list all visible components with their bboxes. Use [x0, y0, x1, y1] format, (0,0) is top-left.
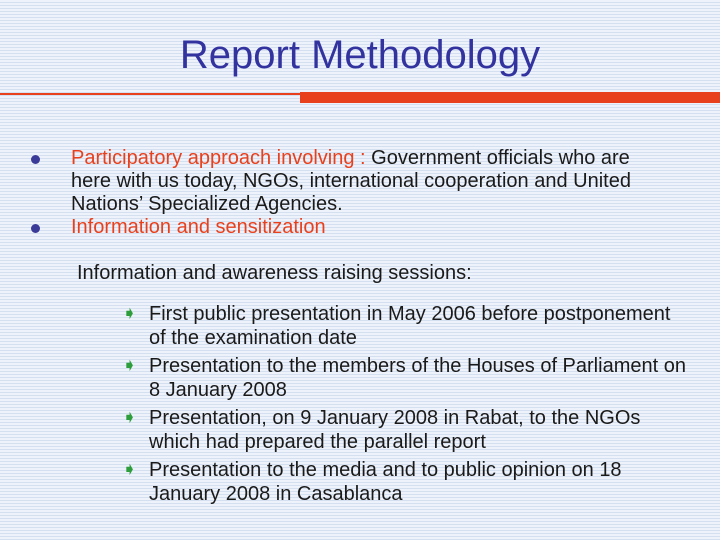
sessions-list	[0, 302, 720, 510]
bullet-lead-text: Participatory approach involving :	[71, 147, 366, 169]
session-item-text: Presentation, on 9 January 2008 in Rabat, to the NGOs which had prepared the parallel report	[149, 407, 641, 453]
bullet-dot-icon	[31, 224, 40, 233]
session-item-ngos-rabat	[0, 406, 689, 454]
arrow-right-icon: ➧	[122, 407, 138, 428]
sessions-subheading: Information and awareness raising sessions:	[77, 262, 472, 284]
arrow-right-icon: ➧	[122, 459, 138, 480]
session-item-text: First public presentation in May 2006 before postponement of the examination date	[149, 303, 671, 349]
title-divider-thin	[0, 93, 300, 95]
session-item-text: Presentation to the members of the Houses of Parliament on 8 January 2008	[149, 355, 686, 401]
session-item-parliament	[0, 354, 689, 402]
session-item-first-presentation	[0, 302, 689, 350]
bullet-lead-text: Information and sensitization	[71, 216, 326, 238]
bullet-body-text: Government officials who are here with us today, NGOs, international cooperation and United Nations’ Specialized Agencies.	[71, 147, 631, 215]
title-divider-thick	[300, 92, 720, 103]
slide-title: Report Methodology	[179, 33, 541, 77]
bullet-information-sensitization	[0, 216, 671, 239]
session-item-media-casablanca	[0, 458, 689, 506]
arrow-right-icon: ➧	[122, 303, 138, 324]
main-bullet-list	[0, 147, 720, 239]
arrow-right-icon: ➧	[122, 355, 138, 376]
session-item-text: Presentation to the media and to public opinion on 18 January 2008 in Casablanca	[149, 459, 622, 505]
bullet-participatory-approach	[0, 147, 671, 216]
bullet-dot-icon	[31, 155, 40, 164]
